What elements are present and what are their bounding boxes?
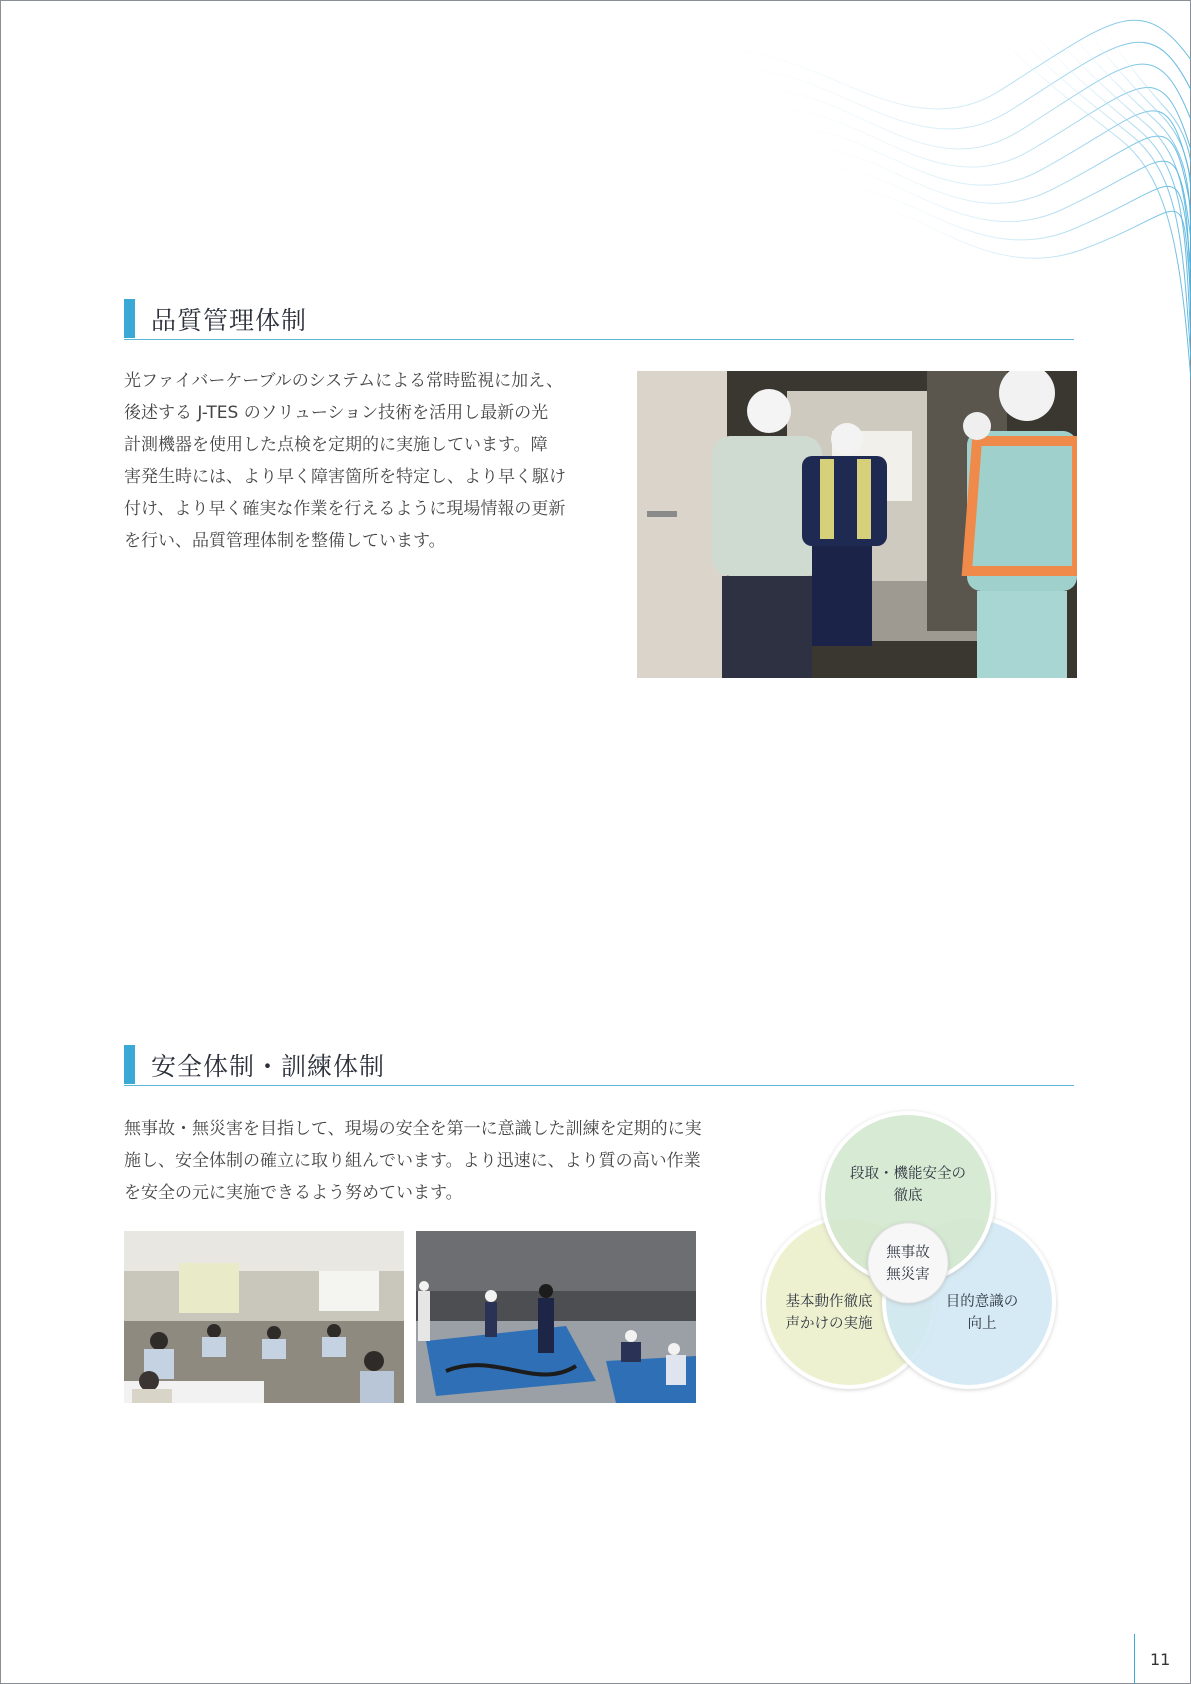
inspection-photo xyxy=(637,371,1077,678)
training-classroom-photo xyxy=(124,1231,404,1403)
quality-section-heading xyxy=(124,299,1074,340)
heading-accent-bar xyxy=(124,1045,135,1084)
venn-center-label-line2: 無災害 xyxy=(886,1267,930,1283)
text-line: 施し、安全体制の確立に取り組んでいます。より迅速に、より質の高い作業 xyxy=(124,1151,701,1171)
text-line: 後述する J-TES のソリューション技術を活用し最新の光 xyxy=(124,403,549,423)
page-number-block xyxy=(1134,1634,1191,1684)
venn-left-label-line1: 基本動作徹底 xyxy=(785,1294,873,1310)
venn-left-label-line2: 声かけの実施 xyxy=(785,1316,873,1332)
safety-section-heading xyxy=(124,1045,1074,1086)
text-line: 害発生時には、より早く障害箇所を特定し、より早く駆け xyxy=(124,467,566,487)
venn-right-label-line2: 向上 xyxy=(967,1316,997,1332)
safety-section-text xyxy=(124,1113,744,1209)
field-training-photo xyxy=(416,1231,696,1403)
venn-top-label-line1: 段取・機能安全の xyxy=(850,1166,966,1182)
heading-accent-bar xyxy=(124,299,135,338)
text-line: を行い、品質管理体制を整備しています。 xyxy=(124,531,446,551)
quality-section-text xyxy=(124,365,604,557)
venn-center-label-line1: 無事故 xyxy=(886,1245,930,1261)
safety-section-title: 安全体制・訓練体制 xyxy=(151,1052,386,1081)
text-line: を安全の元に実施できるよう努めています。 xyxy=(124,1183,463,1203)
venn-center-circle xyxy=(868,1223,948,1303)
text-line: 計測機器を使用した点検を定期的に実施しています。障 xyxy=(124,435,548,455)
venn-top-label-line2: 徹底 xyxy=(893,1188,923,1204)
text-line: 付け、より早く確実な作業を行えるように現場情報の更新 xyxy=(124,499,566,519)
text-line: 無事故・無災害を目指して、現場の安全を第一に意識した訓練を定期的に実 xyxy=(124,1119,702,1139)
text-line: 光ファイバーケーブルのシステムによる常時監視に加え、 xyxy=(124,371,564,391)
page-number: 11 xyxy=(1150,1650,1171,1669)
venn-right-label-line1: 目的意識の xyxy=(945,1294,1019,1310)
quality-section-title: 品質管理体制 xyxy=(151,306,308,335)
safety-venn-diagram xyxy=(760,1108,1060,1393)
